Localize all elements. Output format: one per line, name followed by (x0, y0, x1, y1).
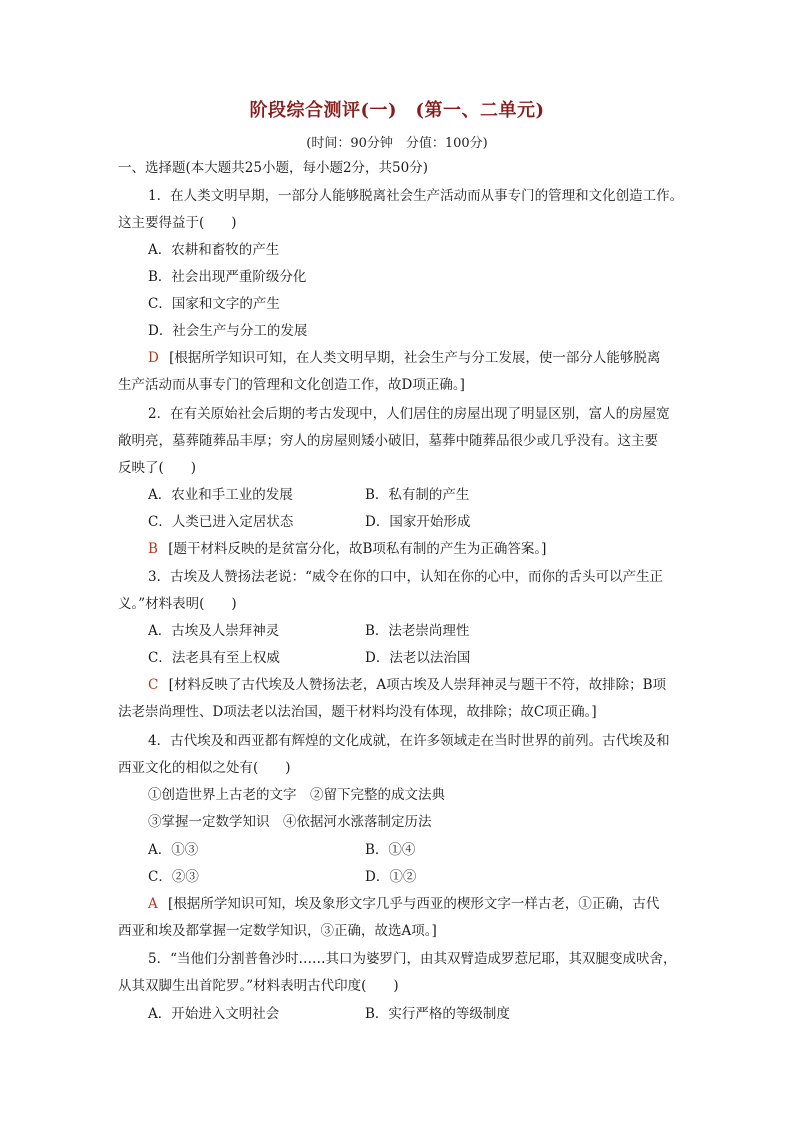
q1-explanation-line1 (148, 348, 660, 368)
q4-option-d: D．①② (365, 869, 417, 885)
q4-explanation-line1 (148, 894, 659, 914)
q2-stem-line3: 反映了( ) (118, 460, 197, 476)
q3-stem-line2: 义。”材料表明( ) (118, 596, 237, 612)
q3-option-c: C．法老具有至上权威 (148, 650, 280, 666)
q2-explanation-text: [题干材料反映的是贫富分化，故B项私有制的产生为正确答案。] (168, 541, 547, 557)
q4-option-a: A．①③ (148, 842, 199, 858)
q3-option-d: D．法老以法治国 (365, 650, 471, 666)
q2-explanation-line1 (148, 539, 546, 559)
q4-stem-line2: 西亚文化的相似之处有( ) (118, 760, 291, 776)
q4-items-line1: ①创造世界上古老的文字 ②留下完整的成文法典 (148, 787, 445, 803)
q1-stem-line1: 1．在人类文明早期，一部分人能够脱离社会生产活动而从事专门的管理和文化创造工作。 (148, 188, 684, 204)
q1-option-d: D．社会生产与分工的发展 (148, 323, 308, 339)
q1-option-a: A．农耕和畜牧的产生 (148, 242, 280, 258)
q2-option-a: A．农业和手工业的发展 (148, 487, 293, 503)
q5-option-b: B．实行严格的等级制度 (365, 1006, 510, 1022)
q5-stem-line1: 5．“当他们分割普鲁沙时……其口为婆罗门，由其双臂造成罗惹尼耶，其双腿变成吠舍， (148, 951, 677, 967)
q2-option-c: C．人类已进入定居状态 (148, 514, 294, 530)
q3-option-a: A．古埃及人崇拜神灵 (148, 623, 280, 639)
q4-explanation-text: [根据所学知识可知，埃及象形文字几乎与西亚的楔形文字一样古老，①正确，古代 (168, 896, 660, 912)
q4-stem-line1: 4．古代埃及和西亚都有辉煌的文化成就，在许多领域走在当时世界的前列。古代埃及和 (148, 733, 670, 749)
q5-stem-line2: 从其双脚生出首陀罗。”材料表明古代印度( ) (118, 978, 399, 994)
q2-option-b: B．私有制的产生 (365, 487, 470, 503)
q4-items-line2: ③掌握一定数学知识 ④依据河水涨落制定历法 (148, 814, 432, 830)
q2-stem-line2: 敞明亮，墓葬随葬品丰厚；穷人的房屋则矮小破旧，墓葬中随葬品很少或几乎没有。这主要 (118, 433, 658, 449)
q3-stem-line1: 3．古埃及人赞扬法老说：“威令在你的口中，认知在你的心中，而你的舌头可以产生正 (148, 569, 663, 585)
q1-stem-line2: 这主要得益于( ) (118, 215, 237, 231)
q1-answer-letter: D (148, 350, 159, 366)
q4-answer-letter: A (148, 896, 158, 912)
q1-option-b: B．社会出现严重阶级分化 (148, 269, 307, 285)
q1-option-c: C．国家和文字的产生 (148, 296, 280, 312)
q2-answer-letter: B (148, 541, 158, 557)
q2-option-d: D．国家开始形成 (365, 514, 471, 530)
q3-explanation-line2: 法老崇尚理性、D项法老以法治国，题干材料均没有体现，故排除；故C项正确。] (118, 704, 597, 720)
q4-option-c: C．②③ (148, 869, 199, 885)
exam-time-score: (时间：90分钟 分值：100分) (306, 136, 488, 151)
q1-explanation-line2: 生产活动而从事专门的管理和文化创造工作，故D项正确。] (118, 377, 465, 393)
q2-stem-line1: 2．在有关原始社会后期的考古发现中，人们居住的房屋出现了明显区别，富人的房屋宽 (148, 406, 670, 422)
q3-explanation-text: [材料反映了古代埃及人赞扬法老，A项古埃及人崇拜神灵与题干不符，故排除；B项 (168, 677, 667, 693)
q3-answer-letter: C (148, 677, 159, 693)
q4-option-b: B．①④ (365, 842, 416, 858)
q3-option-b: B．法老崇尚理性 (365, 623, 470, 639)
page-title: 阶段综合测评(一) (第一、二单元) (249, 100, 545, 121)
q3-explanation-line1 (148, 675, 666, 695)
q1-explanation-text: [根据所学知识可知，在人类文明早期，社会生产与分工发展，使一部分人能够脱离 (169, 350, 661, 366)
q5-option-a: A．开始进入文明社会 (148, 1006, 280, 1022)
section-heading: 一、选择题(本大题共25小题，每小题2分，共50分) (118, 160, 428, 176)
q4-explanation-line2: 西亚和埃及都掌握一定数学知识，③正确，故选A项。] (118, 923, 437, 939)
